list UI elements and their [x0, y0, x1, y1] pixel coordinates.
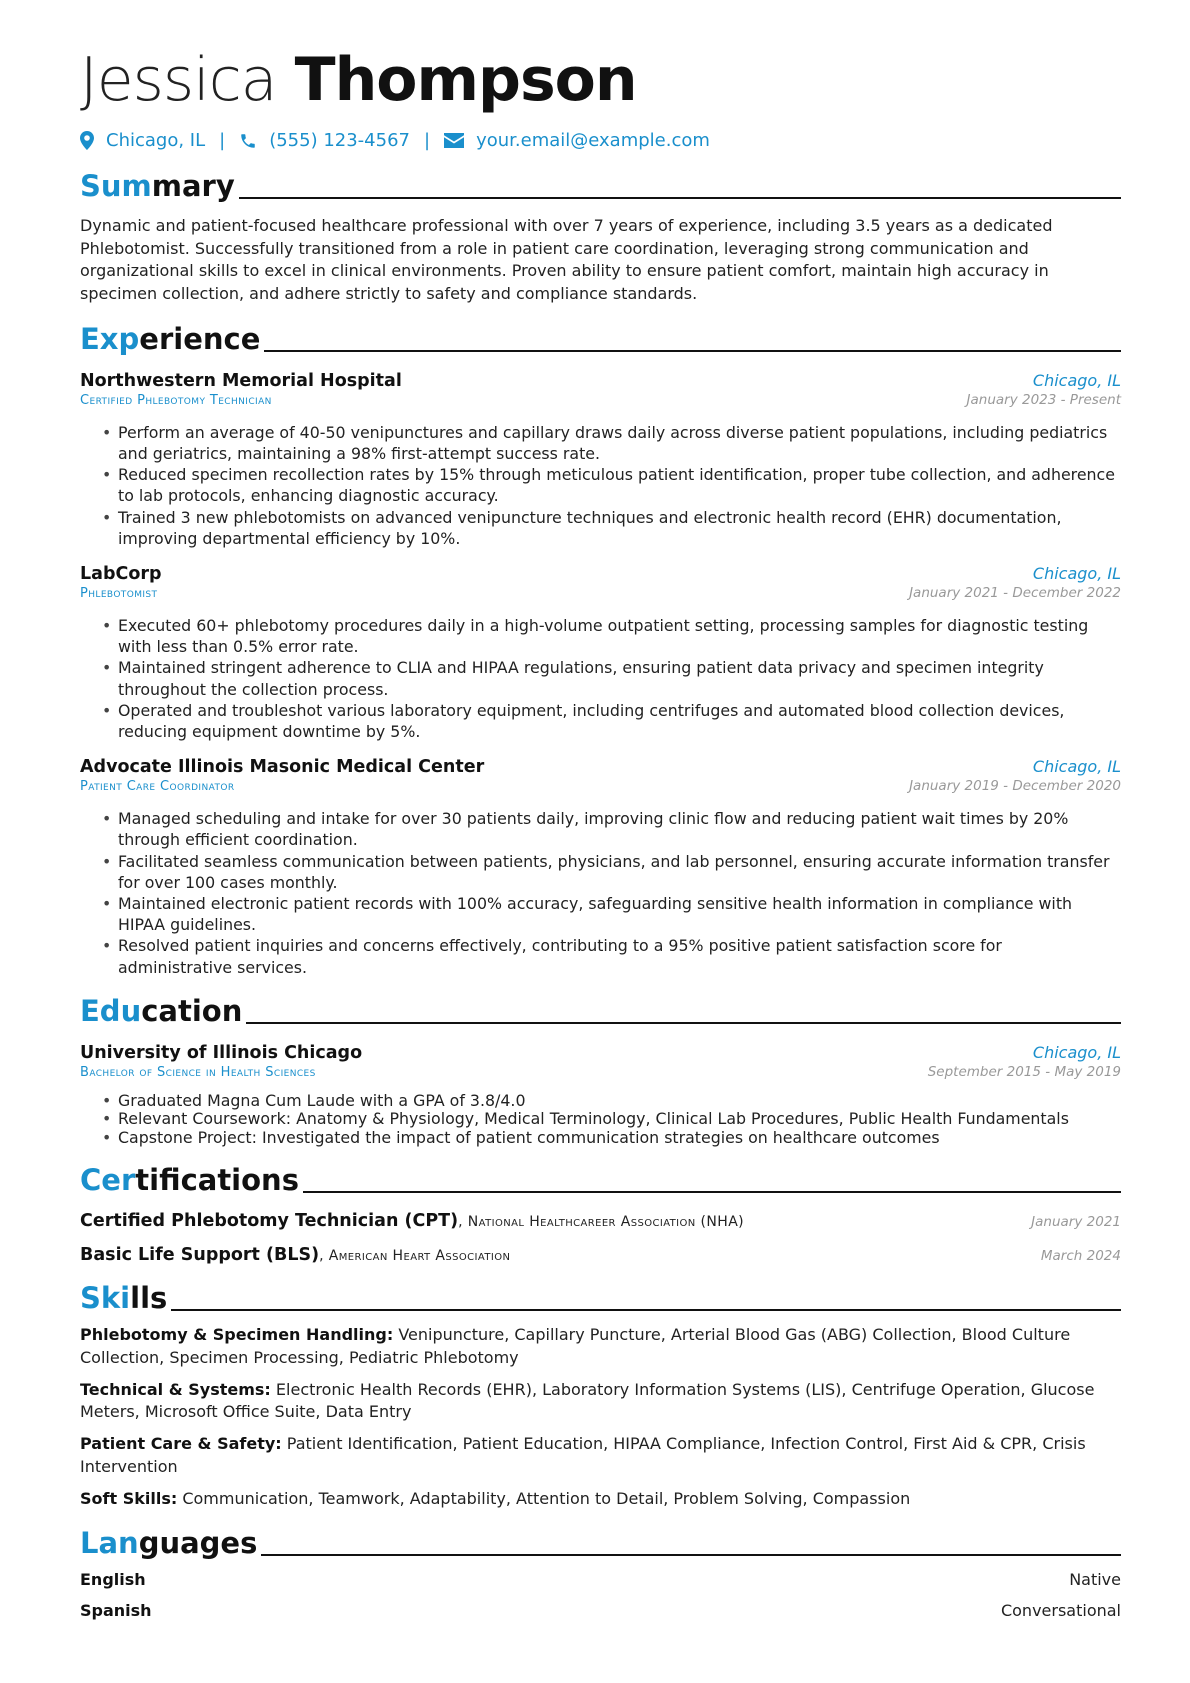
- language-name: Spanish: [80, 1601, 152, 1621]
- certification-item: [80, 1245, 1121, 1265]
- school-name: University of Illinois Chicago: [80, 1042, 363, 1063]
- experience-section: [80, 318, 1121, 978]
- skill-list: Electronic Health Records (EHR), Laboratory Information Systems (LIS), Centrifuge Operation, Glucose Meters, Microsoft Office Suite, Data Entry: [80, 1379, 1095, 1422]
- section-title: Certifications: [80, 1163, 299, 1198]
- bullet-item: • Reduced specimen recollection rates by 15% through meticulous patient identification, proper tube collection, and adherence to lab protocols, enhancing diagnostic accuracy.: [118, 464, 1121, 506]
- section-title: Education: [80, 993, 243, 1028]
- degree-title: Bachelor of Science in Health Sciences: [80, 1064, 316, 1080]
- experience-entry: [80, 371, 1121, 549]
- school-location: Chicago, IL: [1032, 1042, 1121, 1062]
- job-location: Chicago, IL: [1032, 564, 1121, 584]
- job-title: Certified Phlebotomy Technician: [80, 392, 272, 408]
- language-item: [80, 1569, 1121, 1591]
- bullet-item: • Resolved patient inquiries and concerns effectively, contributing to a 95% positive patient satisfaction score for administrative services.: [118, 935, 1121, 977]
- employer-name: Advocate Illinois Masonic Medical Center: [80, 757, 485, 778]
- skill-label: Phlebotomy & Specimen Handling:: [80, 1325, 394, 1345]
- section-rule: [303, 1191, 1121, 1193]
- candidate-name: [80, 44, 1121, 116]
- last-name: Thompson: [294, 45, 637, 115]
- job-dates: January 2019 - December 2020: [909, 778, 1121, 795]
- skill-list: Patient Identification, Patient Education, HIPAA Compliance, Infection Control, First Aid & CPR, Crisis Intervention: [80, 1434, 1086, 1476]
- location-text: Chicago, IL: [106, 130, 206, 151]
- contact-line: [80, 130, 1121, 151]
- certification-date: January 2021: [1031, 1214, 1121, 1231]
- section-title: Experience: [80, 321, 261, 356]
- education-section: [80, 990, 1121, 1148]
- bullet-item: • Executed 60+ phlebotomy procedures daily in a high-volume outpatient setting, processing samples for diagnostic testing with less than 0.5% error rate.: [118, 615, 1121, 657]
- bullet-item: • Maintained stringent adherence to CLIA and HIPAA regulations, ensuring patient data privacy and specimen integrity throughout the collection process.: [118, 657, 1121, 699]
- email-text: your.email@example.com: [476, 130, 710, 151]
- language-item: [80, 1600, 1121, 1622]
- certification-date: March 2024: [1040, 1248, 1121, 1265]
- bullet-item: • Facilitated seamless communication between patients, physicians, and lab personnel, ensuring accurate information transfer for over 100 cases monthly.: [118, 851, 1121, 893]
- contact-email[interactable]: [444, 130, 710, 151]
- skill-group: [80, 1379, 1121, 1424]
- certifications-section: [80, 1159, 1121, 1265]
- education-entry: [80, 1043, 1121, 1148]
- job-dates: January 2023 - Present: [966, 391, 1121, 408]
- experience-entry: [80, 757, 1121, 978]
- skill-label: Soft Skills:: [80, 1488, 178, 1508]
- job-title: Phlebotomist: [80, 586, 158, 602]
- bullet-item: • Maintained electronic patient records with 100% accuracy, safeguarding sensitive health information in compliance with HIPAA guidelines.: [118, 893, 1121, 935]
- job-title: Patient Care Coordinator: [80, 779, 235, 795]
- summary-text: Dynamic and patient-focused healthcare professional with over 7 years of experience, including 3.5 years as a dedicated Phlebotomist. Successfully transitioned from a role in patient care coordination, leveraging strong communication and organizational skills to excel in clinical environments. Proven ability to ensure patient comfort, maintain high accuracy in specimen collection, and adhere strictly to safety and compliance standards.: [80, 216, 1053, 304]
- skill-label: Technical & Systems:: [80, 1379, 271, 1399]
- skill-label: Patient Care & Safety:: [80, 1434, 282, 1454]
- school-dates: September 2015 - May 2019: [927, 1063, 1121, 1080]
- section-title: Languages: [80, 1526, 258, 1561]
- certification-issuer: , American Heart Association: [319, 1248, 511, 1265]
- employer-name: LabCorp: [80, 564, 162, 585]
- job-bullets: [80, 615, 1121, 742]
- section-rule: [261, 1554, 1121, 1556]
- skill-group: [80, 1488, 1121, 1511]
- section-rule: [246, 1022, 1121, 1024]
- education-bullets: [80, 1092, 1121, 1148]
- job-location: Chicago, IL: [1032, 757, 1121, 777]
- employer-name: Northwestern Memorial Hospital: [80, 370, 402, 391]
- phone-icon: [239, 132, 257, 150]
- map-pin-icon: [80, 131, 94, 150]
- first-name: Jessica: [80, 45, 277, 115]
- contact-separator: |: [424, 130, 431, 151]
- section-rule: [264, 350, 1121, 352]
- job-dates: January 2021 - December 2022: [909, 585, 1121, 602]
- certification-name: Certified Phlebotomy Technician (CPT): [80, 1211, 459, 1232]
- skill-group: [80, 1433, 1121, 1478]
- contact-separator: |: [219, 130, 226, 151]
- bullet-item: • Capstone Project: Investigated the impact of patient communication strategies on healthcare outcomes: [118, 1129, 1121, 1148]
- envelope-icon: [444, 133, 464, 148]
- bullet-item: • Managed scheduling and intake for over 30 patients daily, improving clinic flow and reducing patient wait times by 20% through efficient coordination.: [118, 808, 1121, 850]
- languages-section: [80, 1522, 1121, 1622]
- job-bullets: [80, 808, 1121, 978]
- phone-text: (555) 123-4567: [269, 130, 410, 151]
- contact-phone[interactable]: [239, 130, 410, 151]
- certification-issuer: , National Healthcareer Association (NHA): [458, 1214, 745, 1231]
- job-bullets: [80, 422, 1121, 549]
- section-title: Skills: [80, 1281, 168, 1316]
- summary-section: [80, 165, 1121, 306]
- language-level: Native: [1069, 1570, 1121, 1590]
- skills-section: [80, 1277, 1121, 1510]
- job-location: Chicago, IL: [1032, 370, 1121, 390]
- section-title: Summary: [80, 169, 235, 203]
- skill-list: Venipuncture, Capillary Puncture, Arterial Blood Gas (ABG) Collection, Blood Culture Collection, Specimen Processing, Pediatric Phlebotomy: [80, 1325, 1071, 1368]
- bullet-item: • Graduated Magna Cum Laude with a GPA of 3.8/4.0: [118, 1092, 1121, 1111]
- certification-name: Basic Life Support (BLS): [80, 1245, 320, 1266]
- experience-entry: [80, 564, 1121, 742]
- skill-group: [80, 1324, 1121, 1369]
- bullet-item: • Perform an average of 40-50 venipunctures and capillary draws daily across diverse patient populations, including pediatrics and geriatrics, maintaining a 98% first-attempt success rate.: [118, 422, 1121, 464]
- certification-item: [80, 1211, 1121, 1231]
- section-rule: [239, 197, 1121, 199]
- contact-location: [80, 130, 205, 151]
- skill-list: Communication, Teamwork, Adaptability, Attention to Detail, Problem Solving, Compassion: [177, 1488, 911, 1508]
- language-name: English: [80, 1570, 146, 1590]
- bullet-item: • Operated and troubleshot various laboratory equipment, including centrifuges and automated blood collection devices, reducing equipment downtime by 5%.: [118, 700, 1121, 742]
- section-rule: [171, 1309, 1121, 1311]
- bullet-item: • Relevant Coursework: Anatomy & Physiology, Medical Terminology, Clinical Lab Procedures, Public Health Fundamentals: [118, 1110, 1121, 1129]
- bullet-item: • Trained 3 new phlebotomists on advanced venipuncture techniques and electronic health record (EHR) documentation, improving departmental efficiency by 10%.: [118, 507, 1121, 549]
- language-level: Conversational: [1000, 1601, 1121, 1621]
